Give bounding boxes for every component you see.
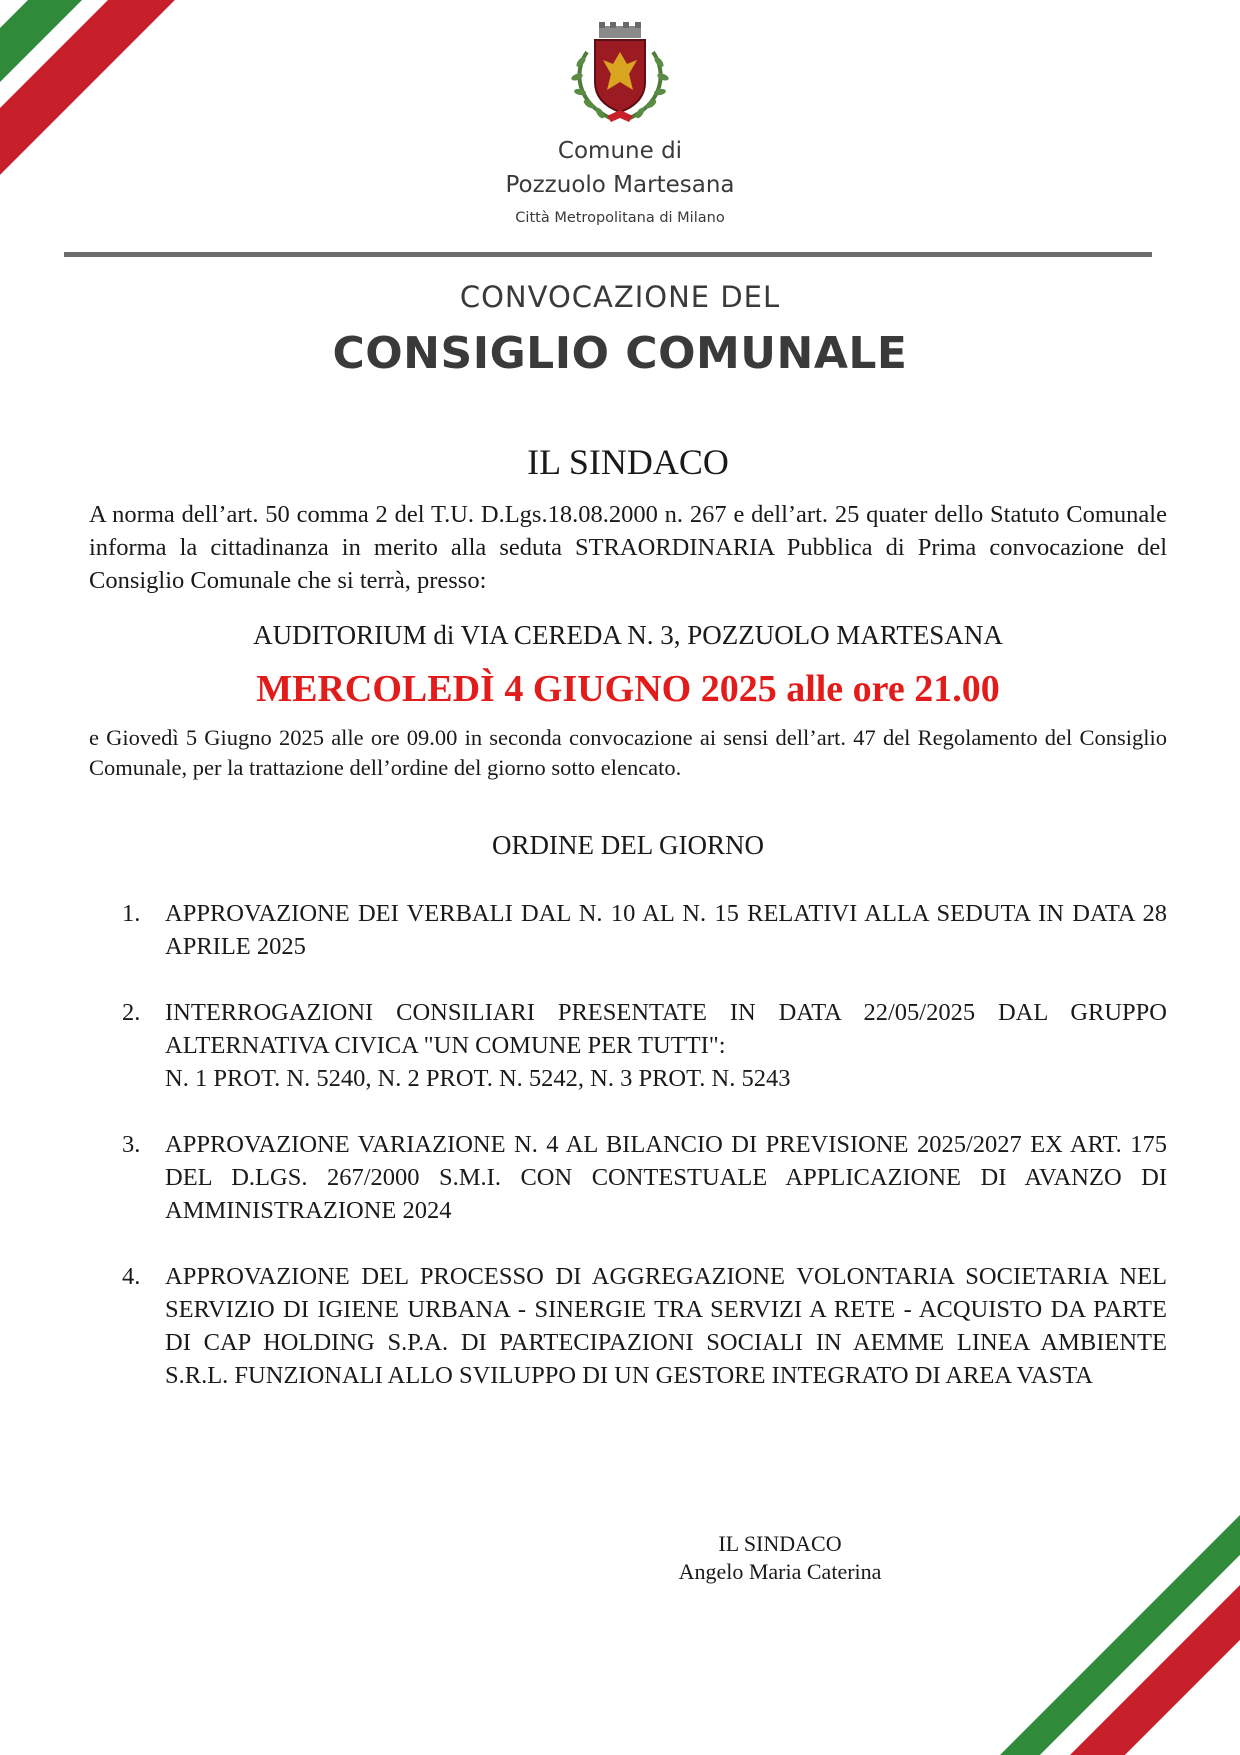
signature-name: Angelo Maria Caterina: [678, 1559, 882, 1584]
agenda-list: [89, 897, 1167, 1392]
agenda-item: [89, 897, 1167, 963]
agenda-item-text: APPROVAZIONE DEL PROCESSO DI AGGREGAZIONE VOLONTARIA SOCIETARIA NEL SERVIZIO DI IGIENE URBANA - SINERGIE TRA SERVIZI A RETE - ACQUISTO DA PARTE DI CAP HOLDING S.P.A. DI PARTECIPAZIONI SOCIALI IN AEMME LINEA AMBIENTE S.R.L. FUNZIONALI ALLO SVILUPPO DI UN GESTORE INTEGRATO DI AREA VASTA: [165, 1263, 1167, 1389]
agenda-item-text: INTERROGAZIONI CONSILIARI PRESENTATE IN DATA 22/05/2025 DAL GRUPPO ALTERNATIVA CIVICA "UN COMUNE PER TUTTI":: [165, 999, 1167, 1059]
agenda-item-subtext: N. 1 PROT. N. 5240, N. 2 PROT. N. 5242, N. 3 PROT. N. 5243: [165, 1065, 791, 1092]
agenda-item-number: 4.: [122, 1263, 141, 1290]
agenda-item-number: 1.: [122, 900, 141, 927]
document-title-line1: CONVOCAZIONE DEL: [459, 280, 781, 314]
signature-role: IL SINDACO: [718, 1531, 842, 1556]
tricolor-corner-bottom-right: [1000, 1515, 1240, 1755]
agenda-item: [89, 996, 1167, 1095]
second-call-paragraph: e Giovedì 5 Giugno 2025 alle ore 09.00 in seconda convocazione ai sensi dell’art. 47 del Regolamento del Consiglio Comunale, per la trattazione dell’ordine del giorno sotto elencato.: [89, 725, 1167, 780]
meeting-venue: AUDITORIUM di VIA CEREDA N. 3, POZZUOLO MARTESANA: [253, 620, 1003, 650]
header: [0, 22, 1240, 232]
signature-block: [620, 1530, 940, 1586]
municipal-coat-of-arms-icon: [565, 22, 675, 126]
metropolitan-city-label: Città Metropolitana di Milano: [515, 210, 725, 226]
agenda-item-number: 2.: [122, 999, 141, 1026]
document-body: [89, 440, 1167, 1425]
agenda-item-text: APPROVAZIONE DEI VERBALI DAL N. 10 AL N. 15 RELATIVI ALLA SEDUTA IN DATA 28 APRILE 2025: [165, 900, 1167, 960]
sindaco-heading: IL SINDACO: [527, 442, 729, 482]
municipality-label: Comune di: [557, 138, 683, 164]
meeting-datetime: MERCOLEDÌ 4 GIUGNO 2025 alle ore 21.00: [256, 668, 1000, 710]
agenda-item: [89, 1260, 1167, 1392]
document-title-line2: CONSIGLIO COMUNALE: [332, 328, 908, 379]
agenda-item-text: APPROVAZIONE VARIAZIONE N. 4 AL BILANCIO DI PREVISIONE 2025/2027 EX ART. 175 DEL D.LGS. 267/2000 S.M.I. CON CONTESTUALE APPLICAZIONE DI AVANZO DI AMMINISTRAZIONE 2024: [165, 1131, 1167, 1224]
municipality-name: Pozzuolo Martesana: [505, 172, 735, 198]
agenda-item-number: 3.: [122, 1131, 141, 1158]
header-divider: [64, 252, 1152, 257]
agenda-item: [89, 1128, 1167, 1227]
agenda-heading: ORDINE DEL GIORNO: [492, 830, 764, 860]
intro-paragraph: A norma dell’art. 50 comma 2 del T.U. D.Lgs.18.08.2000 n. 267 e dell’art. 25 quater dello Statuto Comunale informa la cittadinanza in merito alla seduta STRAORDINARIA Pubblica di Prima convocazione del Consiglio Comunale che si terrà, presso:: [89, 501, 1167, 594]
